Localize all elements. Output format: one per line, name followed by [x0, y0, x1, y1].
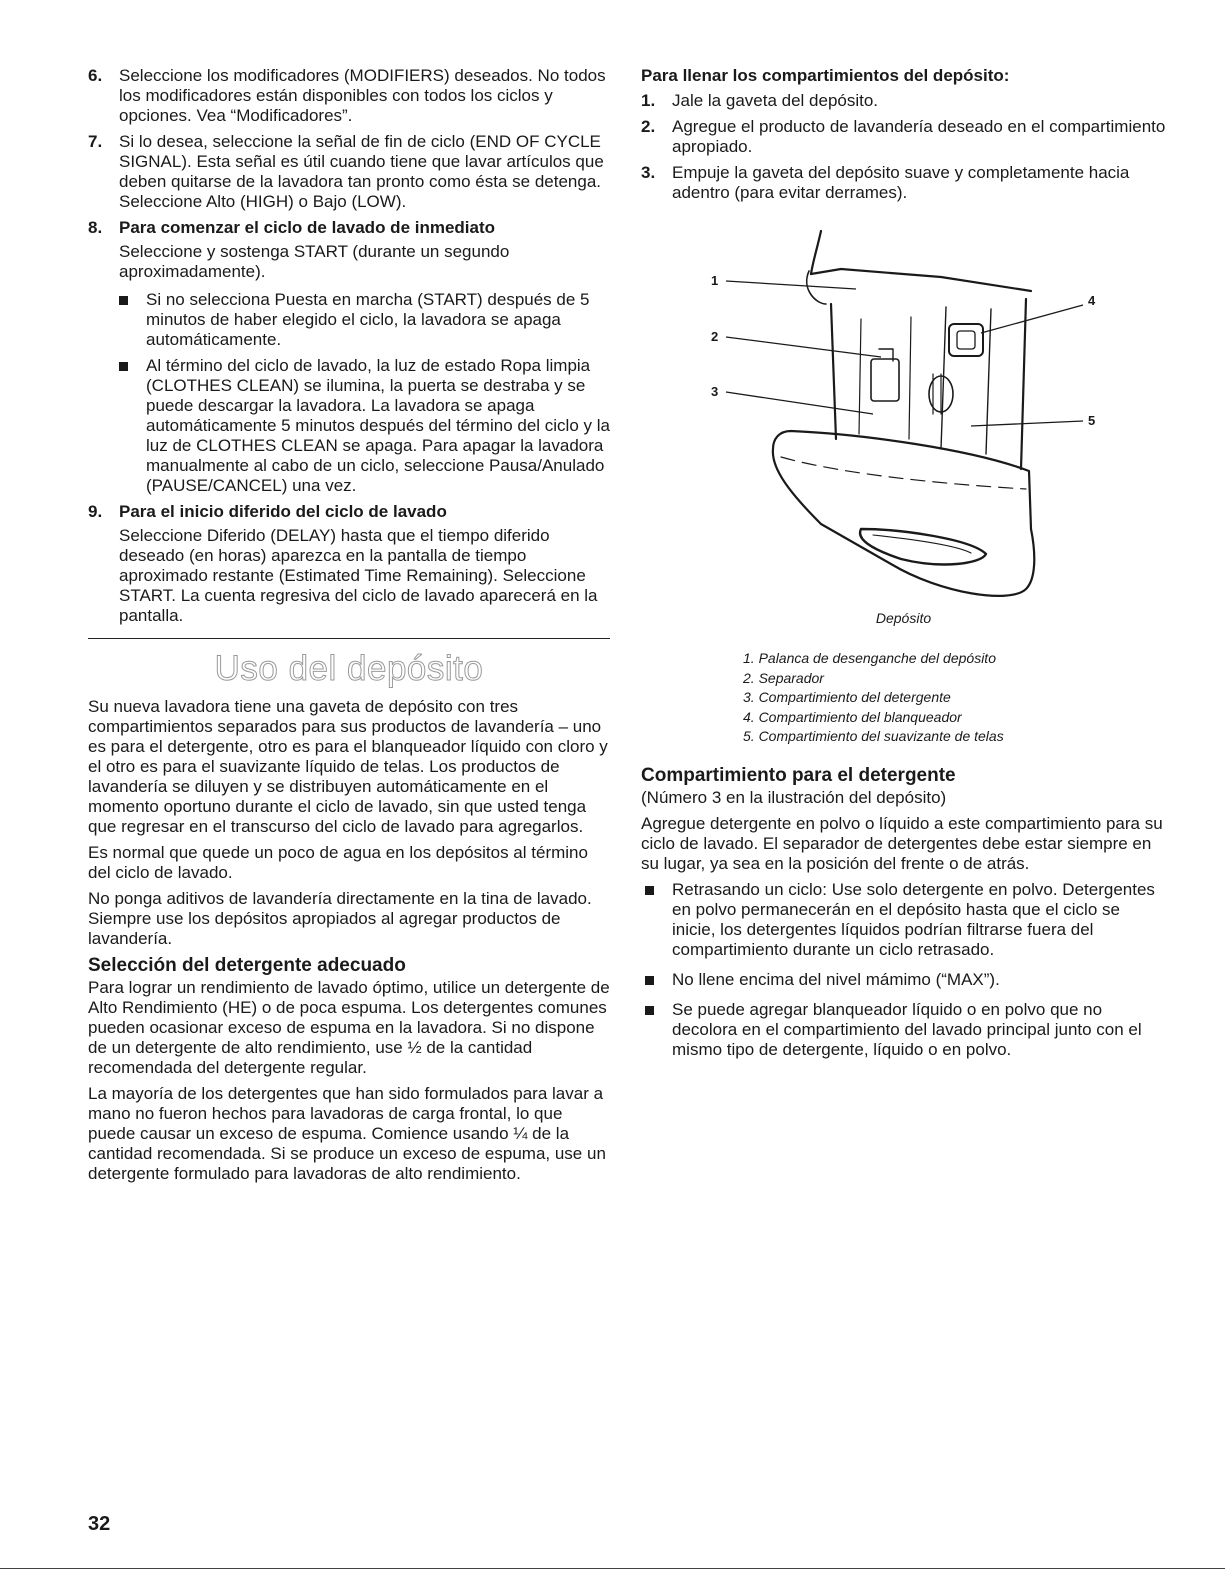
handle-recess [873, 535, 971, 553]
callout-label-3: 3 [711, 384, 719, 399]
bottom-rule [0, 1568, 1225, 1569]
callout-line-1 [726, 281, 856, 289]
legend-item: 4. Compartimiento del blanqueador [743, 708, 962, 725]
page-number: 32 [88, 1513, 111, 1535]
callout-label-1: 1 [711, 273, 719, 288]
compartment-wall [909, 317, 911, 439]
body-paragraph: La mayoría de los detergentes que han sido formulados para lavar a mano no fueron hechos para lavadoras de carga frontal, lo que puede causar un exceso de espuma. Comience usando ¼ de la cantidad recomendada. Si se produce un exceso de espuma, use un detergente formulado para lavadoras de alto rendimiento. [88, 1084, 606, 1183]
figure-legend [743, 649, 1166, 747]
dispenser-drawing [641, 209, 1166, 609]
step-number: 8. [88, 218, 103, 237]
body-paragraph: Para lograr un rendimiento de lavado óptimo, utilice un detergente de Alto Rendimiento (HE) o de poca espuma. Los detergentes comunes pueden ocasionar exceso de espuma en la lavadora. Si no dispone de un detergente de alto rendimiento, use ½ de la cantidad recomendada del detergente regular. [88, 978, 610, 1077]
body-paragraph: Su nueva lavadora tiene una gaveta de depósito con tres compartimientos separados para sus productos de lavandería – uno es para el detergente, otro es para el blanqueador líquido con cloro y el otro es para el suavizante líquido de telas. Los productos de lavandería se diluyen y se distribuyen automáticamente en el momento oportuno durante el ciclo de lavado, sin que usted tenga que regresar en el transcurso del ciclo de lavado para agregarlos. [88, 697, 608, 836]
step-number: 2. [641, 117, 656, 136]
step-heading: Para comenzar el ciclo de lavado de inmediato [119, 218, 496, 237]
detergent-heading: Compartimiento para el detergente [641, 764, 956, 786]
front-panel-edge [781, 457, 1026, 489]
bullet-item: Si no selecciona Puesta en marcha (START) después de 5 minutos de haber elegido el ciclo, la lavadora se apaga automáticamente. [119, 290, 610, 350]
legend-item: 2. Separador [743, 669, 824, 686]
detergent-bullet-list [641, 880, 1166, 1060]
callout-line-3 [726, 392, 873, 414]
fill-step [641, 91, 1166, 111]
bullet-list [119, 290, 610, 496]
step-number: 9. [88, 502, 103, 521]
fill-heading: Para llenar los compartimientos del depósito: [641, 66, 1010, 85]
body-paragraph: Es normal que quede un poco de agua en los depósitos al término del ciclo de lavado. [88, 843, 588, 882]
step-7 [88, 132, 610, 212]
right-column [641, 66, 1166, 1070]
legend-item: 5. Compartimiento del suavizante de telas [743, 728, 1004, 744]
callout-label-4: 4 [1088, 293, 1096, 308]
bullet-item: No llene encima del nivel mámimo (“MAX”). [641, 970, 1166, 990]
bullet-item: Se puede agregar blanqueador líquido o en polvo que no decolora en el compartimiento del lavado principal junto con el mismo tipo de detergente, líquido o en polvo. [641, 1000, 1166, 1060]
step-text: Agregue el producto de lavandería deseado en el compartimiento apropiado. [672, 117, 1166, 156]
callout-label-2: 2 [711, 329, 719, 344]
drawer-front-panel [773, 431, 1034, 596]
step-number: 6. [88, 66, 103, 85]
step-text: Si lo desea, seleccione la señal de fin de ciclo (END OF CYCLE SIGNAL). Esta señal es útil cuando tiene que lavar artículos que deben quitarse de la lavadora tan pronto como ésta se detenga. Seleccione Alto (HIGH) o Bajo (LOW). [119, 132, 604, 211]
step-text: Seleccione Diferido (DELAY) hasta que el tiempo diferido deseado (en horas) aparezca en la pantalla de tiempo aproximado restante (Estimated Time Remaining). Seleccione START. La cuenta regresiva del ciclo de lavado aparecerá en la pantalla. [119, 526, 598, 625]
bullet-square-icon [119, 362, 128, 371]
step-6 [88, 66, 610, 126]
section-title: Uso del depósito [214, 649, 484, 688]
bullet-square-icon [645, 886, 654, 895]
body-paragraph: No ponga aditivos de lavandería directamente en la tina de lavado. Siempre use los depósitos apropiados al agregar productos de lavandería. [88, 889, 592, 948]
step-number: 7. [88, 132, 103, 151]
bleach-cup-inner [957, 331, 975, 349]
step-text: Seleccione y sostenga START (durante un segundo aproximadamente). [119, 242, 510, 281]
drawer-handle [860, 529, 986, 564]
bullet-square-icon [119, 296, 128, 305]
step-9 [88, 502, 610, 626]
step-text: Empuje la gaveta del depósito suave y completamente hacia adentro (para evitar derrames). [672, 163, 1130, 202]
drawer-right-edge [1021, 299, 1026, 469]
callout-line-2 [726, 337, 881, 357]
step-heading: Para el inicio diferido del ciclo de lavado [119, 502, 447, 521]
figure-caption: Depósito [875, 610, 932, 626]
step-text: Seleccione los modificadores (MODIFIERS) deseados. No todos los modificadores están disponibles con todos los ciclos y opciones. Vea “Modificadores”. [119, 66, 606, 125]
legend-item: 3. Compartimiento del detergente [743, 689, 951, 705]
bullet-item: Retrasando un ciclo: Use solo detergente en polvo. Detergentes en polvo permanecerán en el depósito hasta que el ciclo se inicie, los detergentes líquidos podrían filtrarse fuera del compartimiento durante un ciclo retrasado. [641, 880, 1166, 960]
bullet-item: Al término del ciclo de lavado, la luz de estado Ropa limpia (CLOTHES CLEAN) se ilumina, la puerta se destraba y se puede descargar la lavadora. La lavadora se apaga automáticamente 5 minutos después del término del ciclo y la luz de CLOTHES CLEAN se apaga. Para apagar la lavadora manualmente al cabo de un ciclo, seleccione Pausa/Anulado (PAUSE/CANCEL) una vez. [119, 356, 610, 496]
body-paragraph: (Número 3 en la ilustración del depósito) [641, 787, 947, 807]
step-number: 3. [641, 163, 656, 182]
left-column [88, 66, 610, 1190]
legend-item: 1. Palanca de desenganche del depósito [743, 650, 996, 666]
step-number: 1. [641, 91, 656, 110]
callout-label-5: 5 [1088, 413, 1096, 428]
step-text: Jale la gaveta del depósito. [672, 91, 879, 110]
fill-step [641, 163, 1166, 203]
release-lever-line [811, 231, 821, 274]
drawer-left-edge [831, 304, 836, 439]
bullet-square-icon [645, 1006, 654, 1015]
bleach-cup [949, 324, 983, 356]
fill-step [641, 117, 1166, 157]
body-paragraph: Agregue detergente en polvo o líquido a este compartimiento para su ciclo de lavado. El separador de detergentes debe estar siempre en su lugar, ya sea en la posición del frente o de atrás. [641, 813, 1163, 873]
dispenser-figure [641, 209, 1166, 609]
callout-line-4 [981, 305, 1083, 333]
step-8 [88, 218, 610, 496]
separator-block [871, 359, 899, 401]
bullet-square-icon [645, 976, 654, 985]
subsection-heading: Selección del detergente adecuado [88, 955, 406, 976]
section-divider [88, 638, 610, 639]
compartment-wall [859, 319, 861, 434]
